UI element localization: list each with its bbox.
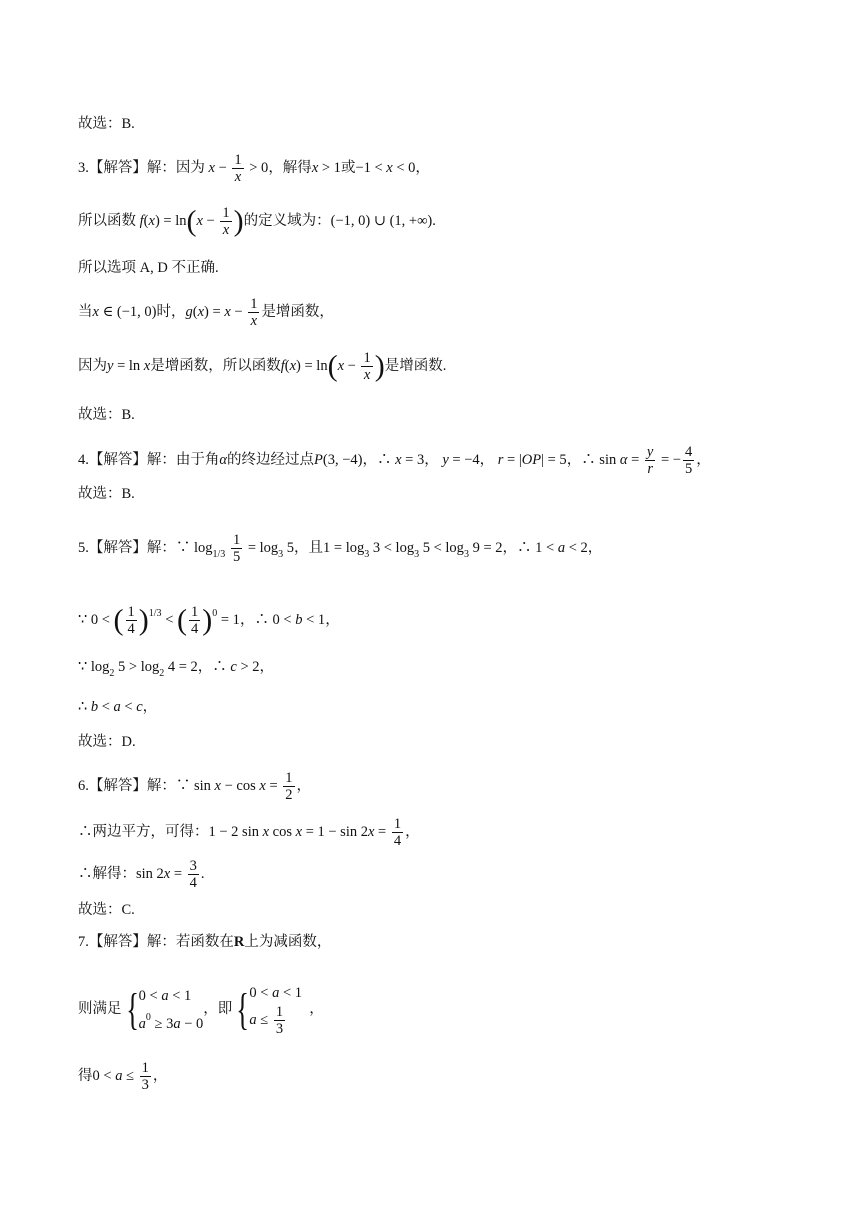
solution-7-system: 则满足{ 0 < a < 1 $a^0 \ge 3a - 0$ ，即{ 0 < a < 1 a ≤ $\frac{1}{3}$ ， <box>78 984 324 1037</box>
solution-7-result: 得0 < a ≤ $\frac{1}{3}$ ， <box>78 1060 168 1093</box>
solution-6-given: 6.【解答】解：∵ sin x − cos x = $\frac{1}{2}$ ， <box>78 770 311 803</box>
answer-line: 故选：C. <box>78 902 135 918</box>
answer-line: 故选：D. <box>78 734 136 750</box>
solution-3-domain: 所以函数 f(x) = ln(x − $\frac{1}{x}$ )的定义域为：(−1, 0) ∪ (1, +∞). <box>78 204 436 238</box>
solution-7-intro: 7.【解答】解：若函数在R上为减函数， <box>78 934 332 950</box>
solution-5-powers: ∵ 0 < ( $\frac{1}{4}$ )$^{1/3}$ < ( $\frac{1}{4}$ )$^0$ = 1，∴ 0 < b < 1， <box>78 603 340 638</box>
solution-6-result: ∴解得：sin 2x = $\frac{3}{4}$ . <box>78 858 205 891</box>
solution-6-square: ∴两边平方，可得：1 − 2 sin x cos x = 1 − sin 2x = $\frac{1}{4}$ ， <box>78 816 420 849</box>
solution-3-increasing: 当x ∈ (−1, 0)时，g(x) = x − $\frac{1}{x}$ 是增函数， <box>78 296 334 329</box>
solution-3-intro: 3.【解答】解：因为 x − $\frac{1}{x}$ > 0，解得x > 1或−1 < x < 0， <box>78 152 430 185</box>
answer-line: 故选：B. <box>78 407 135 423</box>
solution-4: 4.【解答】解：由于角α的终边经过点P(3, −4)，∴ x = 3， y = −4， r = |OP| = 5，∴ sin α = $\frac{y}{r}$ = − $\frac{4}{5}$ ， <box>78 444 711 477</box>
solution-3-composite: 因为y = ln x是增函数，所以函数f(x) = ln(x − $\frac{1}{x}$ )是增函数. <box>78 349 447 383</box>
solution-5-logs: 5.【解答】解：∵ $\log_{1/3}$ $\frac{1}{5}$ = $\log_3 5$，且$1 = \log_3 3 < \log_3 5 < \log_3 9 = 2$，∴ 1 < a < 2， <box>78 532 603 565</box>
solution-5-log2: ∵ $\log_2 5 > \log_2 4 = 2$，∴ c > 2， <box>78 659 275 679</box>
answer-line: 故选：B. <box>78 116 135 132</box>
solution-5-result: ∴ b < a < c， <box>78 699 158 715</box>
solution-3-note: 所以选项 A, D 不正确. <box>78 260 219 276</box>
answer-line: 故选：B. <box>78 486 135 502</box>
